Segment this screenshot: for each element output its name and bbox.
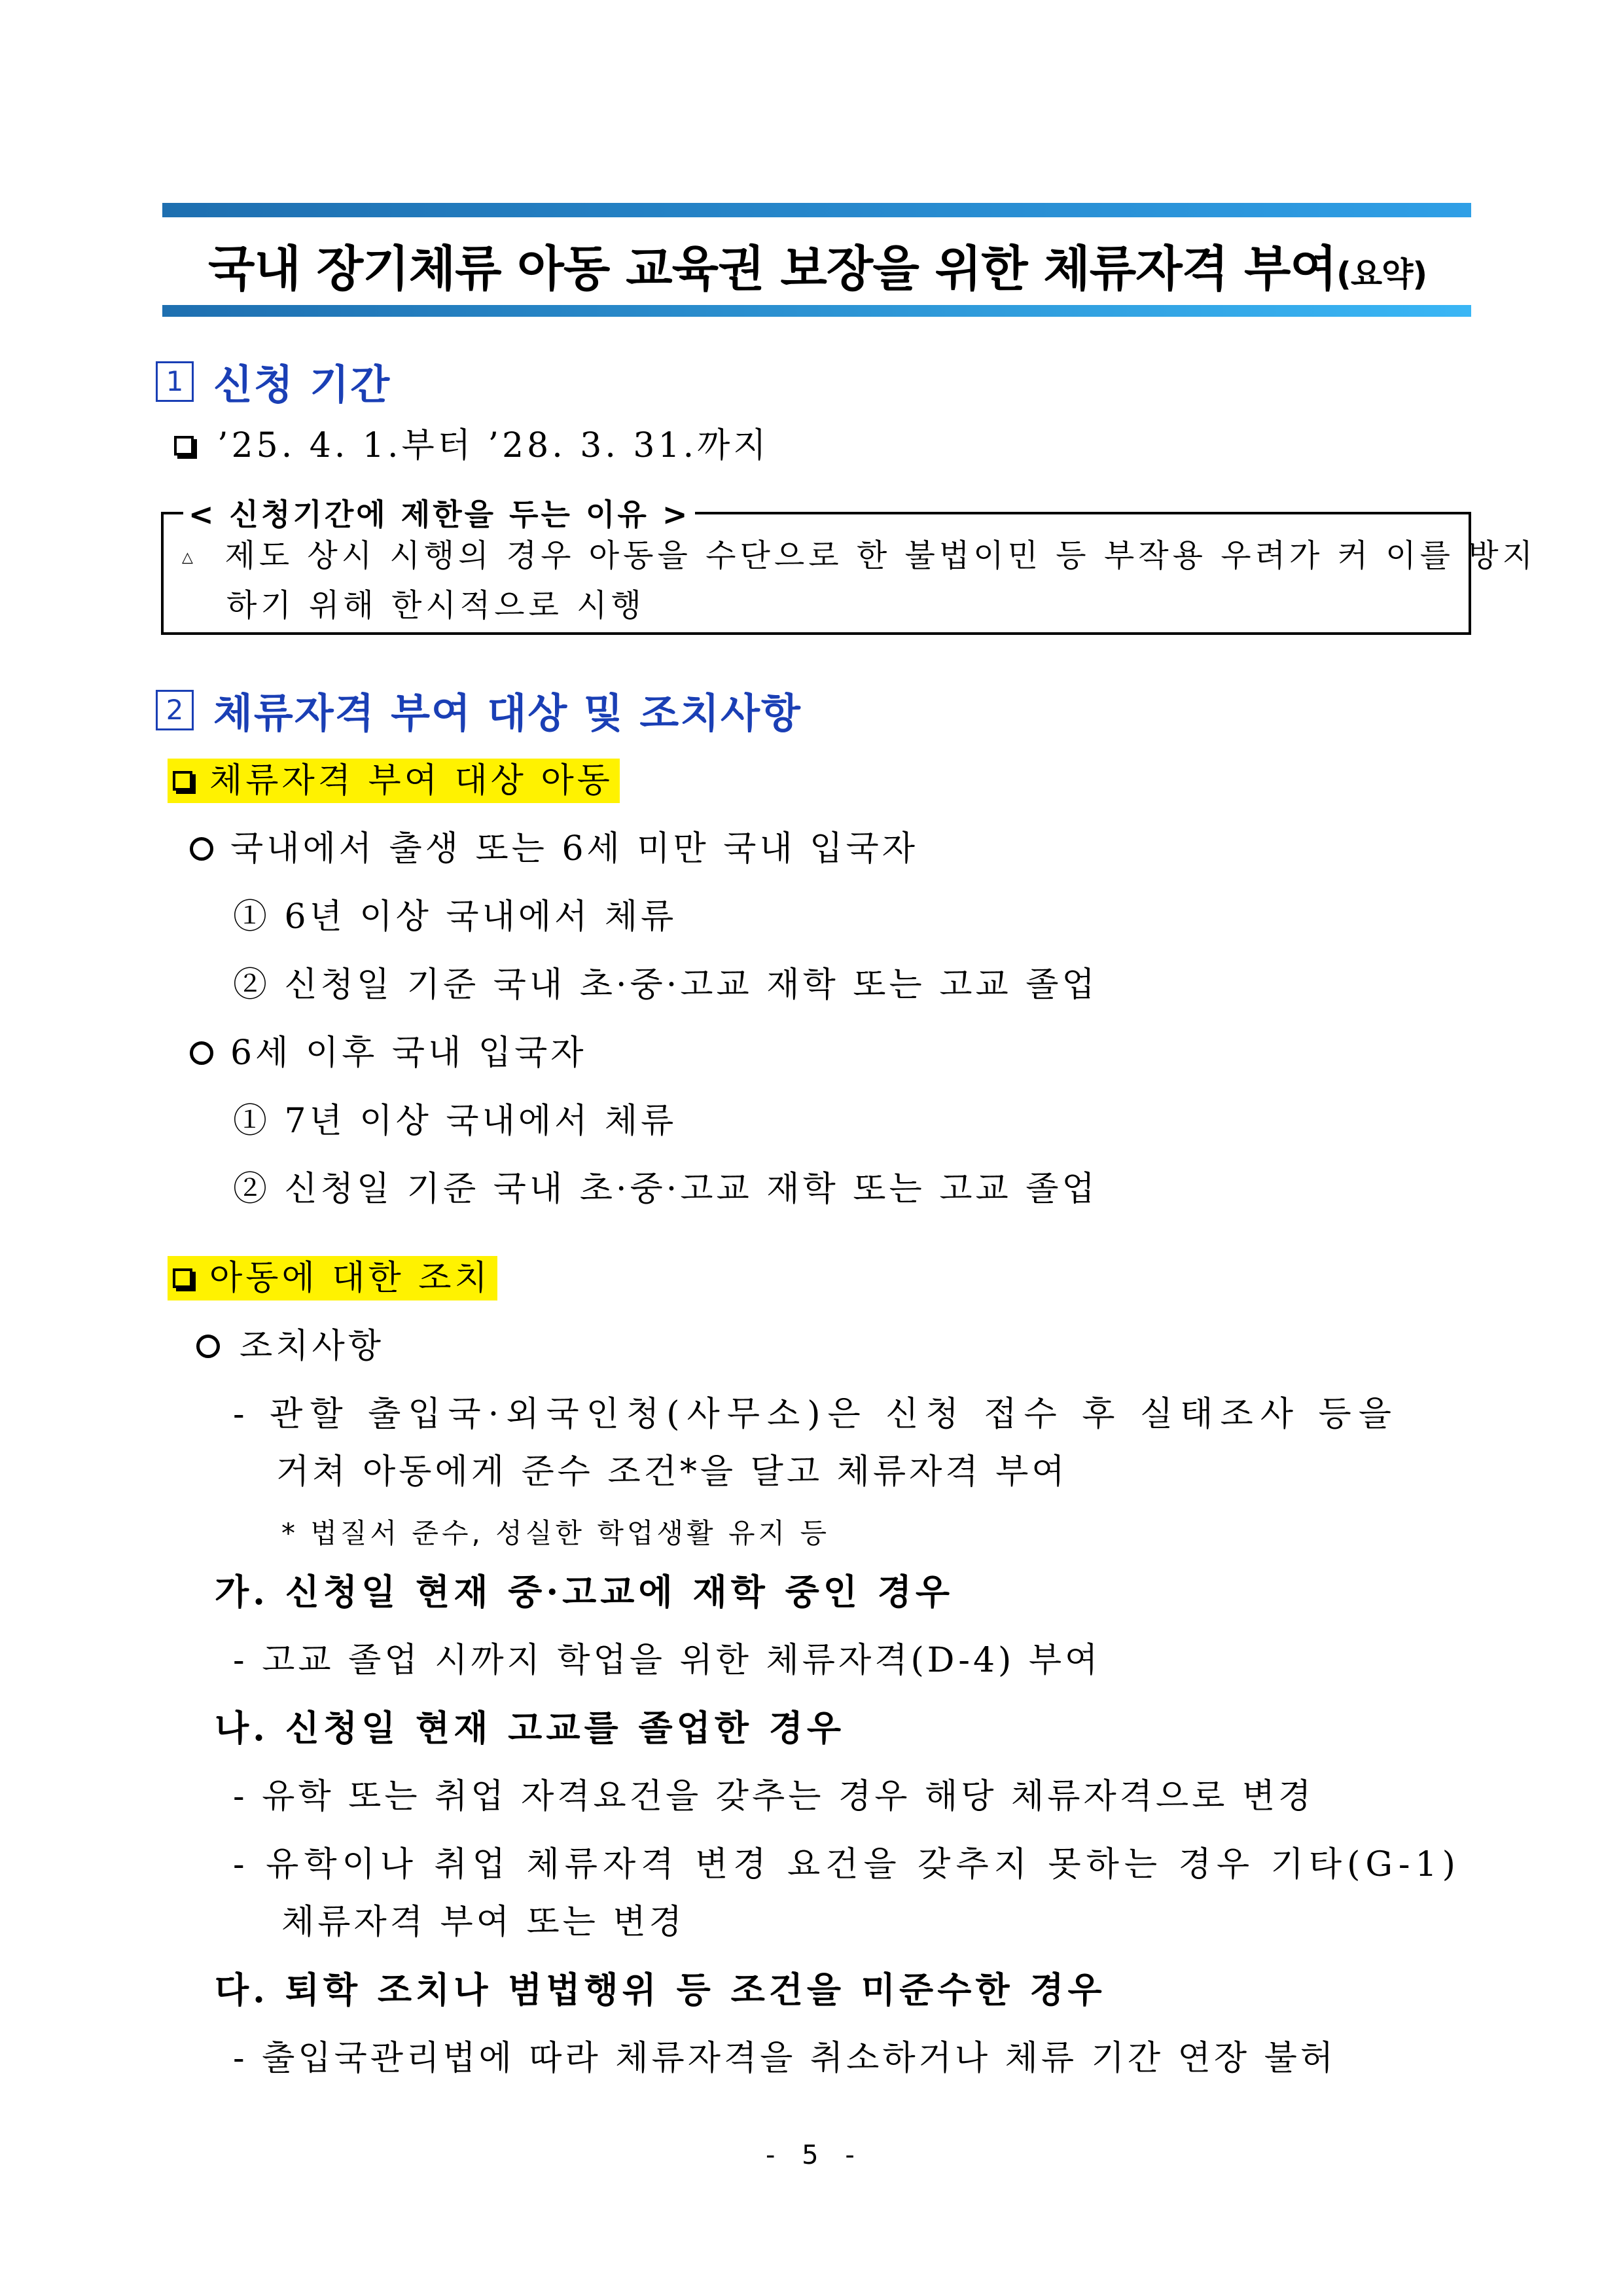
section-number-box: 2: [156, 690, 194, 730]
measures-line-2: 거쳐 아동에게 준수 조건*을 달고 체류자격 부여: [276, 1452, 1068, 1492]
title-bottom-bar: [162, 305, 1471, 317]
case-a-heading: 가. 신청일 현재 중·고교에 재학 중인 경우: [215, 1571, 954, 1613]
application-period: [174, 418, 770, 467]
case-c-heading: 다. 퇴학 조치나 범법행위 등 조건을 미준수한 경우: [215, 1969, 1106, 2011]
reason-line-1-text: 제도 상시 시행의 경우 아동을 수단으로 한 불법이민 등 부작용 우려가 커 이를 방지: [224, 537, 1537, 574]
period-text: ’25. 4. 1.부터 ’28. 3. 31.까지: [217, 426, 770, 465]
case-b-line-2b: 체류자격 부여 또는 변경: [281, 1903, 685, 1942]
measures-text: 조치사항: [240, 1327, 384, 1366]
case-b-heading: 나. 신청일 현재 고교를 졸업한 경우: [215, 1707, 846, 1749]
title-suffix: (요약): [1336, 255, 1427, 293]
group-b-heading: [190, 1025, 587, 1074]
circle-bullet-icon: [190, 1041, 213, 1065]
square-bullet-icon: [173, 1268, 192, 1288]
case-b-line-2a: - 유학이나 취업 체류자격 변경 요건을 갖추지 못하는 경우 기타(G-1): [233, 1845, 1461, 1884]
case-b-line-1: - 유학 또는 취업 자격요건을 갖추는 경우 해당 체류자격으로 변경: [233, 1777, 1315, 1816]
case-c-line-1: - 출입국관리법에 따라 체류자격을 취소하거나 체류 기간 연장 불허: [233, 2039, 1337, 2078]
subheading-text: 아동에 대한 조치: [209, 1259, 491, 1298]
measures-heading: [196, 1318, 384, 1367]
square-bullet-icon: [174, 436, 194, 456]
measures-line-1: - 관할 출입국·외국인청(사무소)은 신청 접수 후 실태조사 등을: [233, 1395, 1399, 1434]
subheading-target-children: [168, 753, 620, 802]
group-a-condition-2: ② 신청일 기준 국내 초·중·고교 재학 또는 고교 졸업: [233, 965, 1098, 1005]
circle-bullet-icon: [196, 1335, 220, 1358]
group-b-text: 6세 이후 국내 입국자: [230, 1033, 587, 1073]
square-bullet-icon: [173, 771, 192, 791]
title-top-bar: [162, 203, 1471, 217]
group-a-text: 국내에서 출생 또는 6세 미만 국내 입국자: [230, 829, 918, 869]
reason-line-1: [182, 530, 1537, 575]
page-title: [208, 230, 1427, 300]
page-number: - 5 -: [766, 2140, 864, 2170]
case-a-line-1: - 고교 졸업 시까지 학업을 위한 체류자격(D-4) 부여: [233, 1641, 1101, 1680]
circle-bullet-icon: [190, 837, 213, 861]
section-2-heading: [156, 681, 802, 739]
footnote: * 법질서 준수, 성실한 학업생활 유지 등: [281, 1517, 830, 1549]
subheading-text: 체류자격 부여 대상 아동: [209, 761, 613, 800]
group-b-condition-1: ① 7년 이상 국내에서 체류: [233, 1102, 677, 1141]
subheading-measures: [168, 1250, 497, 1299]
group-b-condition-2: ② 신청일 기준 국내 초·중·고교 재학 또는 고교 졸업: [233, 1170, 1098, 1209]
section-title: 신청 기간: [213, 361, 391, 408]
group-a-heading: [190, 821, 918, 870]
reason-line-2: 하기 위해 한시적으로 시행: [226, 587, 645, 624]
reason-box-title: < 신청기간에 제한을 두는 이유 >: [183, 491, 695, 534]
title-text: 국내 장기체류 아동 교육권 보장을 위한 체류자격 부여: [208, 241, 1336, 297]
group-a-condition-1: ① 6년 이상 국내에서 체류: [233, 897, 677, 937]
section-number-box: 1: [156, 361, 194, 402]
triangle-bullet-icon: △: [182, 549, 197, 566]
section-1-heading: [156, 352, 391, 410]
reason-box: [161, 497, 1537, 635]
section-title: 체류자격 부여 대상 및 조치사항: [213, 689, 802, 737]
